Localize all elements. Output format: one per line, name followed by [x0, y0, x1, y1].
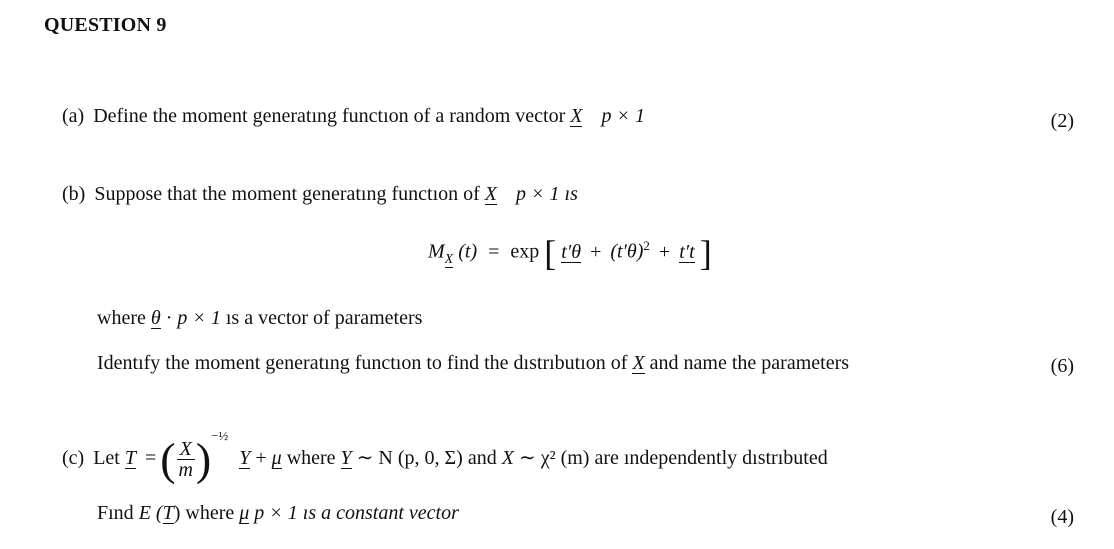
- mgf-M: M: [428, 240, 445, 263]
- part-c-plus: +: [255, 447, 267, 469]
- part-c-dist2: ∼ χ² (m) are ındependently dıstrıbuted: [513, 447, 828, 469]
- power: −½: [211, 428, 229, 443]
- find-tail: p × 1 ıs a constant vector: [249, 502, 459, 524]
- find-close: ): [173, 502, 181, 524]
- mgf-exp: exp: [510, 240, 540, 263]
- part-b-dim: p × 1 ıs: [516, 183, 578, 205]
- mgf-term3: t′t: [679, 240, 695, 263]
- part-c-mu: μ: [271, 447, 282, 469]
- where-dim: p × 1: [177, 307, 221, 329]
- part-c-where: where: [281, 447, 341, 469]
- part-c-X2: X: [501, 447, 514, 469]
- mgf-subscript: X: [444, 251, 454, 267]
- mgf-plus2: +: [658, 240, 671, 263]
- right-paren-icon: ): [195, 433, 212, 485]
- fraction-denominator: m: [178, 458, 193, 481]
- part-c-Y2: Y: [340, 447, 352, 469]
- mgf-equals: =: [488, 240, 500, 263]
- part-a-label: (a): [62, 105, 85, 127]
- part-c-line: [62, 428, 828, 485]
- mgf-square: 2: [643, 237, 650, 253]
- part-c-T: T: [124, 447, 136, 469]
- identify-text: Identıfy the moment generatıng functıon to find the dıstrıbutıon of: [97, 352, 633, 374]
- left-paren-icon: (: [160, 433, 176, 485]
- part-b-label: (b): [62, 183, 86, 205]
- mgf-plus1: +: [590, 240, 602, 263]
- part-a-marks: (2): [1050, 110, 1074, 132]
- left-bracket-icon: [: [544, 233, 557, 273]
- part-c-marks: (4): [1050, 506, 1074, 528]
- part-b-where-line: [97, 307, 422, 330]
- part-c-label: (c): [62, 447, 85, 469]
- fraction-numerator: X: [177, 439, 195, 460]
- find-text: Fınd: [97, 502, 139, 524]
- mgf-term2: (t′θ): [610, 240, 644, 263]
- part-c-Y: Y: [239, 447, 251, 469]
- mgf-arg: (t): [458, 240, 478, 263]
- where-text-2: ·: [160, 307, 178, 329]
- right-bracket-icon: ]: [699, 233, 712, 273]
- part-c-let: Let: [93, 447, 125, 469]
- part-b-line: [62, 183, 578, 206]
- part-c-eq: =: [144, 447, 157, 469]
- mgf-term1: t′θ: [561, 240, 582, 263]
- find-T: T: [162, 502, 174, 524]
- part-a-line: [62, 105, 645, 128]
- fraction: [177, 439, 195, 480]
- part-a-text: Define the moment generatıng functıon of a random vector: [93, 105, 571, 127]
- mgf-equation: [428, 232, 712, 274]
- part-b-text: Suppose that the moment generatıng functıon of: [94, 183, 485, 205]
- part-b-vector: X: [484, 183, 498, 205]
- part-c-dist1: ∼ N (p, 0, Σ) and: [351, 447, 502, 469]
- part-b-identify-line: [97, 352, 849, 375]
- identify-vector: X: [632, 352, 645, 374]
- part-c-find-line: [97, 502, 459, 525]
- find-mu: μ: [239, 502, 250, 524]
- identify-tail: and name the parameters: [644, 352, 850, 374]
- find-E: E (: [138, 502, 163, 524]
- find-where: where: [180, 502, 240, 524]
- question-title: QUESTION 9: [44, 14, 167, 36]
- part-b-marks: (6): [1050, 355, 1074, 377]
- where-theta: θ: [150, 307, 161, 329]
- where-text-3: ıs a vector of parameters: [220, 307, 423, 329]
- part-a-vector: X: [570, 105, 583, 127]
- part-a-dim: p × 1: [601, 105, 645, 127]
- where-text-1: where: [97, 307, 151, 329]
